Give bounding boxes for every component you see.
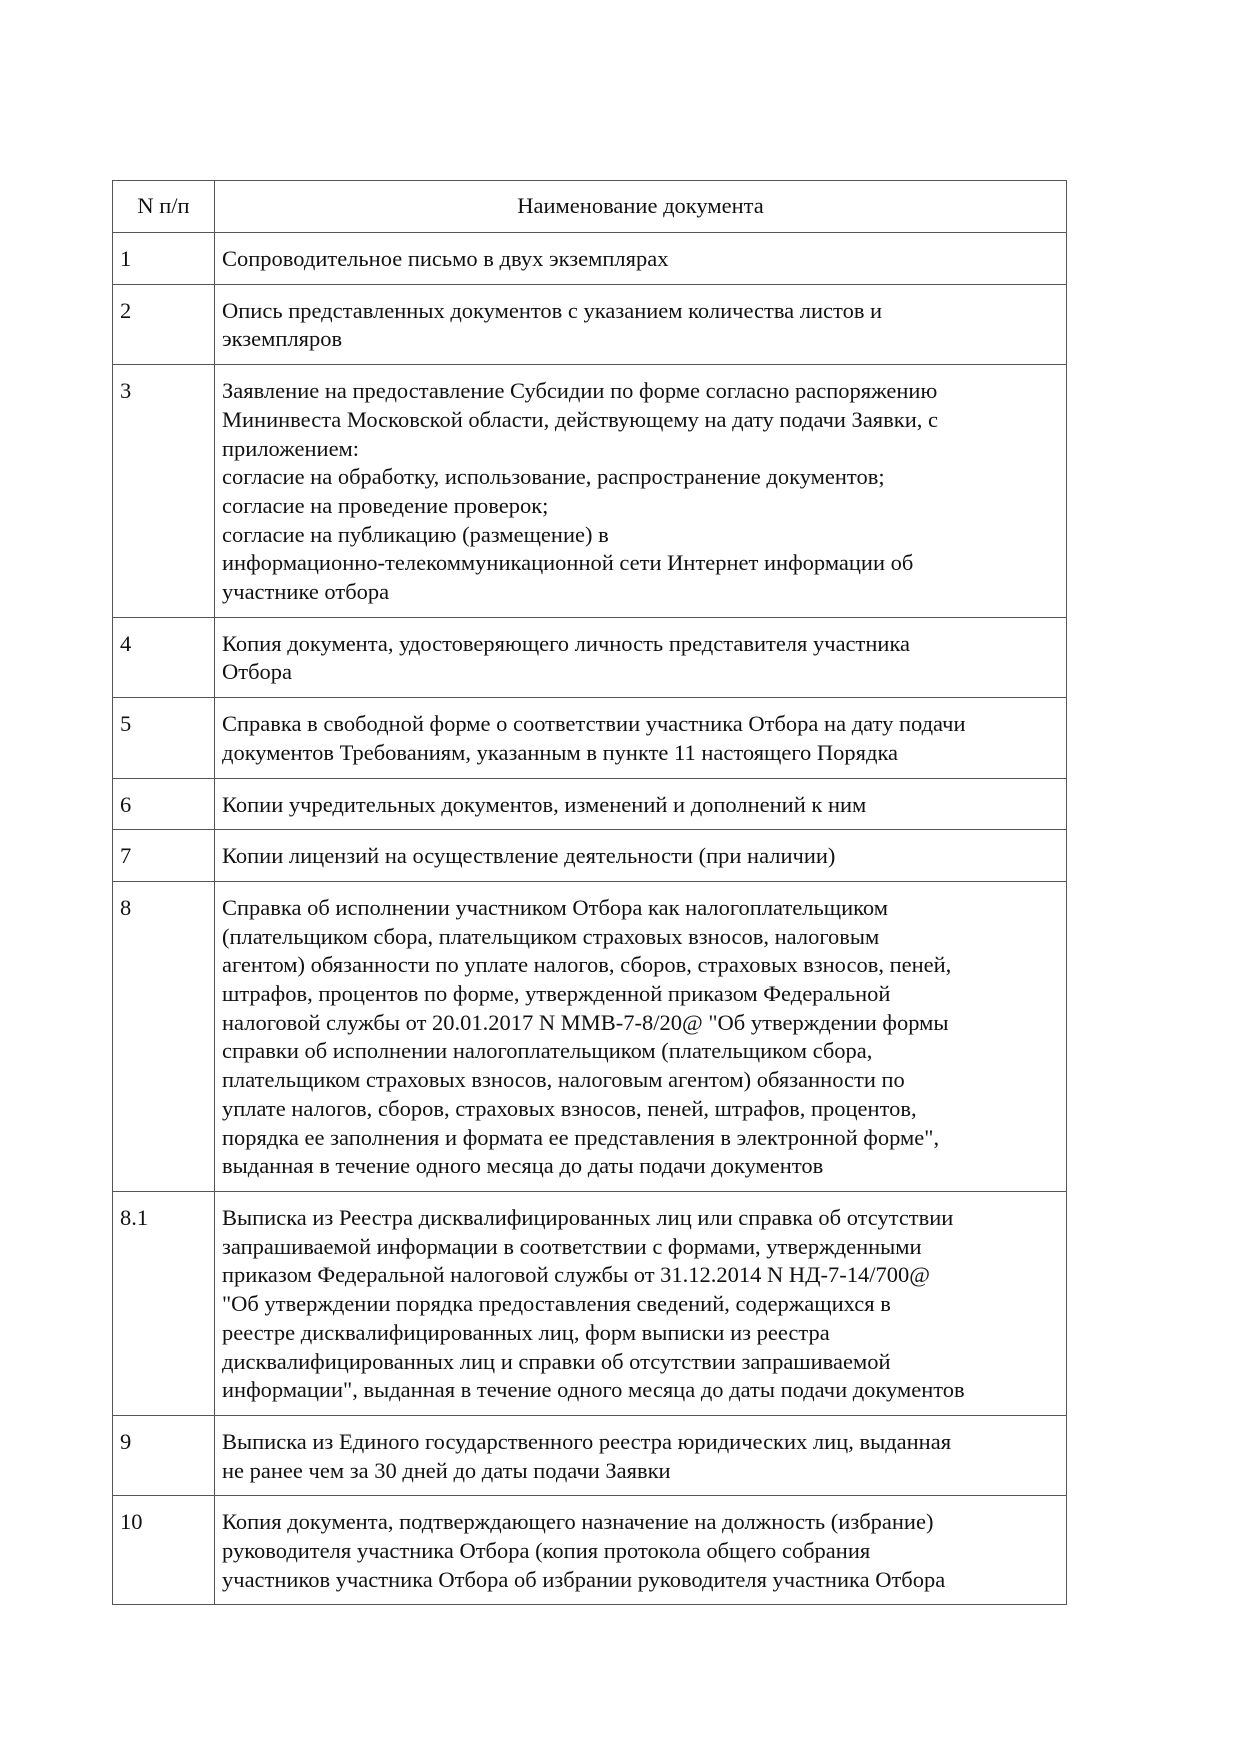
document-name-line: уплате налогов, сборов, страховых взносов, пеней, штрафов, процентов,	[222, 1095, 917, 1121]
table-row	[113, 698, 1067, 778]
document-name-line: приложением:	[222, 435, 360, 461]
table-header-row	[113, 181, 1067, 233]
row-number: 5	[113, 698, 215, 778]
table-row	[113, 1496, 1067, 1605]
document-name-line: Справка об исполнении участником Отбора как налогоплательщиком	[222, 894, 888, 920]
document-name-line: "Об утверждении порядка предоставления сведений, содержащихся в	[222, 1291, 891, 1317]
document-name	[215, 233, 1067, 285]
document-name-line: справки об исполнении налогоплательщиком (плательщиком сбора,	[222, 1038, 873, 1064]
document-name-line: Справка в свободной форме о соответствии участника Отбора на дату подачи	[222, 711, 966, 737]
document-name-line: экземпляров	[222, 326, 343, 352]
document-name-line: Заявление на предоставление Субсидии по форме согласно распоряжению	[222, 378, 938, 404]
document-name-line: порядка ее заполнения и формата ее представления в электронной форме",	[222, 1124, 940, 1150]
document-name-line: Выписка из Реестра дисквалифицированных лиц или справка об отсутствии	[222, 1204, 954, 1230]
document-name	[215, 830, 1067, 882]
document-name-line: Выписка из Единого государственного реестра юридических лиц, выданная	[222, 1428, 952, 1454]
document-name-line: плательщиком страховых взносов, налоговым агентом) обязанности по	[222, 1067, 905, 1093]
row-number: 1	[113, 233, 215, 285]
document-name-line: Копии лицензий на осуществление деятельности (при наличии)	[222, 843, 836, 869]
row-number: 3	[113, 365, 215, 618]
document-name-line: Копия документа, удостоверяющего личность представителя участника	[222, 630, 911, 656]
document-name-line: участников участника Отбора об избрании руководителя участника Отбора	[222, 1566, 946, 1592]
document-name-line: документов Требованиям, указанным в пункте 11 настоящего Порядка	[222, 739, 899, 765]
document-name-line: информации", выданная в течение одного месяца до даты подачи документов	[222, 1377, 965, 1403]
row-number: 9	[113, 1415, 215, 1495]
document-name-line: реестре дисквалифицированных лиц, форм выписки из реестра	[222, 1319, 830, 1345]
column-header-number: N п/п	[113, 181, 215, 233]
document-name	[215, 284, 1067, 364]
row-number: 8.1	[113, 1191, 215, 1415]
document-name	[215, 698, 1067, 778]
row-number: 2	[113, 284, 215, 364]
document-name-line: штрафов, процентов по форме, утвержденной приказом Федеральной	[222, 981, 891, 1007]
document-name	[215, 365, 1067, 618]
table-row	[113, 365, 1067, 618]
document-name	[215, 1496, 1067, 1605]
document-name	[215, 1415, 1067, 1495]
document-name-line: участнике отбора	[222, 579, 390, 605]
document-name-line: выданная в течение одного месяца до даты подачи документов	[222, 1153, 824, 1179]
row-number: 4	[113, 617, 215, 697]
document-name-line: Отбора	[222, 659, 293, 685]
document-name-line: налоговой службы от 20.01.2017 N ММВ-7-8/20@ "Об утверждении формы	[222, 1009, 949, 1035]
documents-table	[112, 180, 1067, 1605]
document-name-line: приказом Федеральной налоговой службы от 31.12.2014 N НД-7-14/700@	[222, 1262, 930, 1288]
table-row	[113, 617, 1067, 697]
document-name-line: согласие на проведение проверок;	[222, 492, 549, 518]
table-row	[113, 778, 1067, 830]
table-row	[113, 233, 1067, 285]
document-name-line: дисквалифицированных лиц и справки об отсутствии запрашиваемой	[222, 1348, 891, 1374]
document-name-line: Копии учредительных документов, изменений и дополнений к ним	[222, 791, 867, 817]
document-name-line: согласие на публикацию (размещение) в	[222, 521, 609, 547]
row-number: 8	[113, 881, 215, 1191]
document-name-line: Мининвеста Московской области, действующему на дату подачи Заявки, с	[222, 406, 938, 432]
table-row	[113, 1415, 1067, 1495]
document-name-line: согласие на обработку, использование, распространение документов;	[222, 464, 885, 490]
row-number: 10	[113, 1496, 215, 1605]
table-row	[113, 284, 1067, 364]
table-row	[113, 830, 1067, 882]
document-name-line: (плательщиком сбора, плательщиком страховых взносов, налоговым	[222, 923, 880, 949]
document-name-line: агентом) обязанности по уплате налогов, сборов, страховых взносов, пеней,	[222, 952, 952, 978]
document-name-line: руководителя участника Отбора (копия протокола общего собрания	[222, 1538, 871, 1564]
document-name	[215, 1191, 1067, 1415]
document-name-line: информационно-телекоммуникационной сети Интернет информации об	[222, 550, 914, 576]
document-name-line: не ранее чем за 30 дней до даты подачи Заявки	[222, 1457, 671, 1483]
document-name	[215, 617, 1067, 697]
document-name-line: Копия документа, подтверждающего назначение на должность (избрание)	[222, 1509, 934, 1535]
table-row	[113, 881, 1067, 1191]
table-row	[113, 1191, 1067, 1415]
document-name-line: Сопроводительное письмо в двух экземплярах	[222, 246, 669, 271]
column-header-document-name: Наименование документа	[215, 181, 1067, 233]
row-number: 7	[113, 830, 215, 882]
document-name	[215, 778, 1067, 830]
row-number: 6	[113, 778, 215, 830]
document-name	[215, 881, 1067, 1191]
document-name-line: Опись представленных документов с указанием количества листов и	[222, 297, 883, 323]
document-name-line: запрашиваемой информации в соответствии с формами, утвержденными	[222, 1233, 922, 1259]
